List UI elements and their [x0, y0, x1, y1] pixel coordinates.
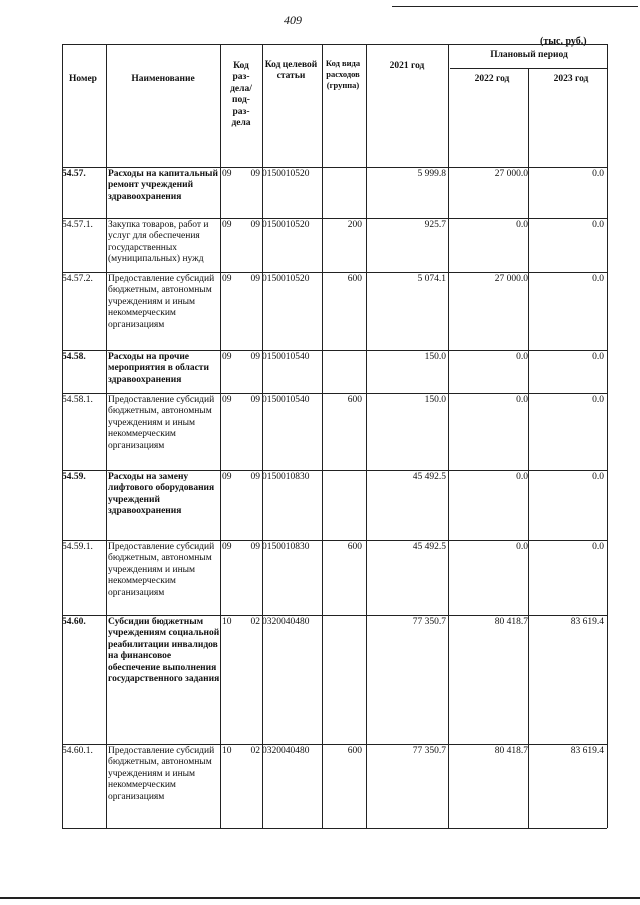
cell-vr: 600 [347, 746, 362, 756]
cell-target: 0150010540 [262, 395, 310, 405]
row-divider [62, 540, 607, 541]
header-name: Наименование [131, 74, 195, 84]
cell-name: Предоставление субсидий бюджетным, автономным учреждениям и иным некоммерческим организациям [108, 746, 215, 802]
cell-prz: 09 [250, 472, 260, 482]
cell-num: 54.57.1. [62, 220, 93, 230]
column-rule [366, 44, 367, 828]
header-2022: 2022 год [474, 74, 510, 84]
cell-v2022: 0.0 [516, 542, 528, 552]
header-2023: 2023 год [553, 74, 589, 84]
row-divider [62, 272, 607, 273]
cell-v2022: 80 418.7 [494, 746, 528, 756]
cell-name: Субсидии бюджетным учреждениям социальной реабилитации инвалидов на финансовое обеспечение выполнения государственного задания [108, 617, 220, 685]
cell-v2023: 0.0 [592, 274, 604, 284]
cell-target: 0320040480 [262, 617, 310, 627]
cell-prz: 09 [250, 274, 260, 284]
cell-num: 54.59. [62, 472, 86, 482]
cell-prz: 09 [250, 395, 260, 405]
cell-name: Предоставление субсидий бюджетным, автономным учреждениям и иным некоммерческим организациям [108, 274, 215, 330]
column-rule [106, 44, 107, 828]
cell-v2023: 83 619.4 [570, 617, 604, 627]
cell-v2022: 0.0 [516, 220, 528, 230]
cell-rz: 09 [222, 395, 232, 405]
page-number: 409 [284, 13, 302, 27]
header-2021: 2021 год [389, 61, 425, 71]
cell-v2023: 83 619.4 [570, 746, 604, 756]
cell-target: 0320040480 [262, 746, 310, 756]
header-rule [450, 68, 608, 69]
cell-v2022: 80 418.7 [494, 617, 528, 627]
cell-prz: 09 [250, 169, 260, 179]
row-divider [62, 393, 607, 394]
cell-v2023: 0.0 [592, 352, 604, 362]
cell-v2023: 0.0 [592, 169, 604, 179]
cell-rz: 09 [222, 472, 232, 482]
column-rule [528, 68, 529, 828]
cell-v2023: 0.0 [592, 542, 604, 552]
cell-vr: 600 [347, 395, 362, 405]
cell-target: 0150010830 [262, 472, 310, 482]
cell-target: 0150010520 [262, 169, 310, 179]
cell-v2023: 0.0 [592, 472, 604, 482]
cell-v2021: 77 350.7 [412, 746, 446, 756]
column-rule [262, 44, 263, 828]
cell-num: 54.60. [62, 617, 86, 627]
top-rule [392, 6, 638, 7]
cell-v2022: 0.0 [516, 395, 528, 405]
units-label: (тыс. руб.) [540, 36, 587, 47]
cell-rz: 09 [222, 169, 232, 179]
cell-v2021: 150.0 [424, 395, 446, 405]
column-rule [62, 44, 63, 828]
cell-v2021: 5 074.1 [417, 274, 446, 284]
cell-v2022: 0.0 [516, 352, 528, 362]
cell-target: 0150010520 [262, 274, 310, 284]
header-rule [62, 44, 607, 45]
cell-v2021: 925.7 [424, 220, 446, 230]
row-divider [62, 218, 607, 219]
cell-vr: 600 [347, 274, 362, 284]
cell-num: 54.57. [62, 169, 86, 179]
cell-name: Предоставление субсидий бюджетным, автономным учреждениям и иным некоммерческим организациям [108, 395, 215, 451]
cell-num: 54.58.1. [62, 395, 93, 405]
cell-v2023: 0.0 [592, 220, 604, 230]
column-rule [448, 44, 449, 828]
cell-name: Закупка товаров, работ и услуг для обеспечения государственных (муниципальных) нужд [108, 220, 209, 265]
cell-v2022: 0.0 [516, 472, 528, 482]
cell-prz: 02 [250, 617, 260, 627]
row-divider [62, 615, 607, 616]
cell-prz: 09 [250, 220, 260, 230]
row-divider [62, 167, 607, 168]
cell-target: 0150010830 [262, 542, 310, 552]
cell-rz: 09 [222, 274, 232, 284]
header-target: Код целевой статьи [264, 60, 318, 82]
cell-v2022: 27 000.0 [494, 274, 528, 284]
row-divider [62, 350, 607, 351]
cell-num: 54.60.1. [62, 746, 93, 756]
cell-num: 54.58. [62, 352, 86, 362]
cell-num: 54.59.1. [62, 542, 93, 552]
cell-vr: 200 [347, 220, 362, 230]
cell-v2021: 45 492.5 [412, 542, 446, 552]
column-rule [607, 44, 608, 828]
header-plan-period: Плановый период [490, 50, 568, 60]
cell-rz: 10 [222, 617, 232, 627]
cell-vr: 600 [347, 542, 362, 552]
cell-rz: 09 [222, 220, 232, 230]
cell-v2021: 45 492.5 [412, 472, 446, 482]
cell-rz: 09 [222, 542, 232, 552]
header-expense: Код вида расходов (группа) [325, 58, 361, 90]
column-rule [322, 44, 323, 828]
row-divider [62, 470, 607, 471]
cell-v2023: 0.0 [592, 395, 604, 405]
cell-v2022: 27 000.0 [494, 169, 528, 179]
bottom-rule [0, 897, 640, 899]
cell-prz: 02 [250, 746, 260, 756]
cell-name: Расходы на капитальный ремонт учреждений здравоохранения [108, 169, 218, 202]
header-number: Номер [69, 74, 97, 84]
cell-rz: 10 [222, 746, 232, 756]
row-divider [62, 744, 607, 745]
cell-prz: 09 [250, 352, 260, 362]
table-bottom-rule [62, 828, 607, 829]
header-section: Код раз-дела/ под-раз-дела [230, 61, 252, 129]
column-rule [220, 44, 221, 828]
cell-target: 0150010520 [262, 220, 310, 230]
cell-name: Предоставление субсидий бюджетным, автономным учреждениям и иным некоммерческим организациям [108, 542, 215, 598]
cell-rz: 09 [222, 352, 232, 362]
cell-target: 0150010540 [262, 352, 310, 362]
cell-num: 54.57.2. [62, 274, 93, 284]
cell-prz: 09 [250, 542, 260, 552]
cell-v2021: 150.0 [424, 352, 446, 362]
cell-v2021: 5 999.8 [417, 169, 446, 179]
cell-name: Расходы на замену лифтового оборудования учреждений здравоохранения [108, 472, 215, 517]
cell-v2021: 77 350.7 [412, 617, 446, 627]
cell-name: Расходы на прочие мероприятия в области здравоохранения [108, 352, 209, 385]
